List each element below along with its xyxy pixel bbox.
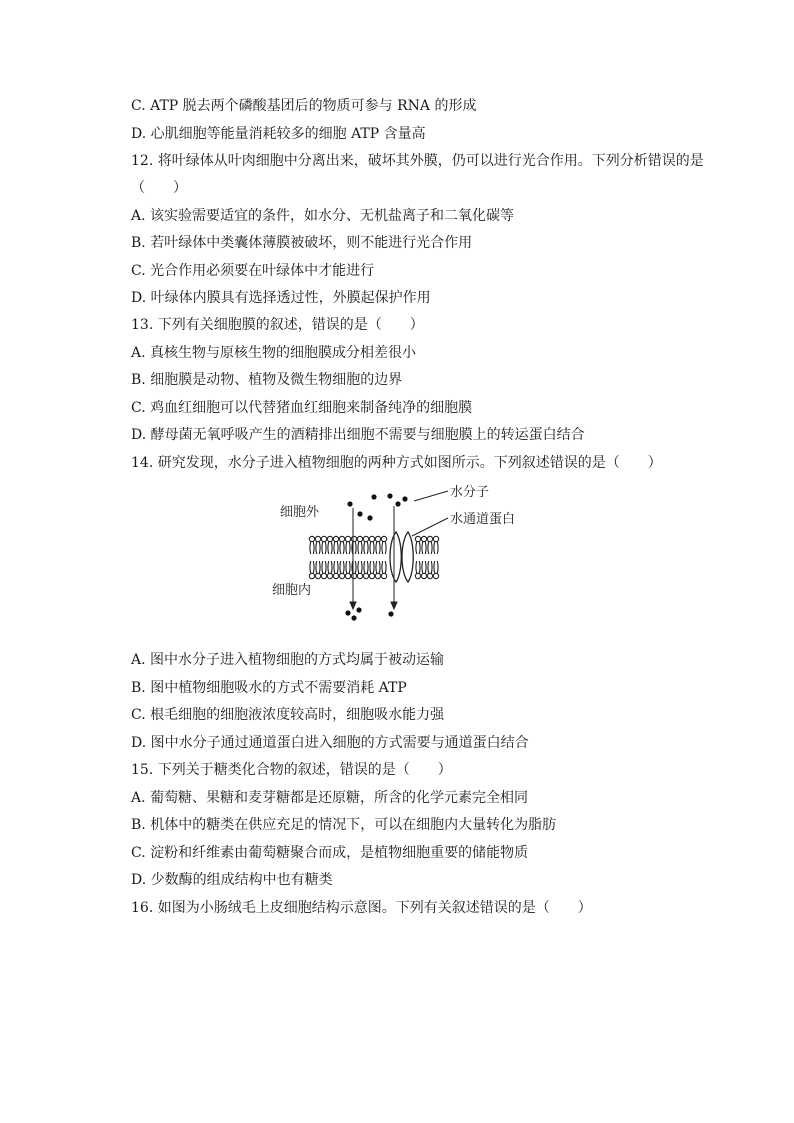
phospholipid-tail [431,561,432,573]
water-transport-diagram [262,482,552,628]
option-13c: C. 鸡血红细胞可以代替猪血红细胞来制备纯净的细胞膜 [131,400,473,416]
phospholipid-head [427,573,432,578]
phospholipid-head [333,536,338,541]
phospholipid-tail [328,542,329,554]
phospholipid-head [363,536,368,541]
phospholipid-tail [355,542,356,554]
phospholipid-head [315,536,320,541]
option-14d: D. 图中水分子通过通道蛋白进入细胞的方式需要与通道蛋白结合 [131,735,529,751]
phospholipid-tail [310,561,311,573]
phospholipid-head [345,536,350,541]
phospholipid-tail [422,542,423,554]
phospholipid-head [421,536,426,541]
phospholipid-tail [346,542,347,554]
phospholipid-head [333,573,338,578]
phospholipid-head [381,536,386,541]
phospholipid-tail [370,561,371,573]
water-channel-protein [390,532,413,582]
phospholipid-tail [437,561,438,573]
phospholipid-tail [319,561,320,573]
phospholipid-tail [379,542,380,554]
phospholipid-tail [334,561,335,573]
question-12: 12. 将叶绿体从叶肉细胞中分离出来，破坏其外膜，仍可以进行光合作用。下列分析错误的是 [131,153,704,169]
phospholipid-tail [313,561,314,573]
inside-cell-label: 细胞内 [272,583,312,598]
phospholipid-tail [361,542,362,554]
phospholipid-head [369,536,374,541]
phospholipid-tail [419,542,420,554]
phospholipid-tail [346,561,347,573]
phospholipid-tail [361,561,362,573]
phospholipid-head [315,573,320,578]
phospholipid-tail [313,542,314,554]
phospholipid-head [321,573,326,578]
phospholipid-tail [325,542,326,554]
phospholipid-tail [331,542,332,554]
phospholipid-head [351,536,356,541]
water-molecules-outside [347,493,407,520]
phospholipid-tail [373,561,374,573]
phospholipid-tail [416,561,417,573]
option-13a: A. 真核生物与原核生物的细胞膜成分相差很小 [131,345,417,361]
phospholipid-head [375,536,380,541]
water-molecule-label: 水分子 [450,485,490,500]
phospholipid-tail [340,561,341,573]
phospholipid-tail [370,542,371,554]
phospholipid-tail [343,561,344,573]
phospholipid-tail [337,542,338,554]
phospholipid-tail [385,561,386,573]
option-11d: D. 心肌细胞等能量消耗较多的细胞 ATP 含量高 [131,126,426,142]
phospholipid-tail [322,561,323,573]
phospholipid-tail [316,561,317,573]
phospholipid-tail [425,542,426,554]
phospholipid-tail [379,561,380,573]
phospholipid-tail [349,561,350,573]
phospholipid-head [415,573,420,578]
phospholipid-tail [310,542,311,554]
phospholipid-tail [319,542,320,554]
phospholipid-tail [376,561,377,573]
phospholipid-tail [334,542,335,554]
phospholipid-tail [355,561,356,573]
phospholipid-tail [367,542,368,554]
phospholipid-tail [322,542,323,554]
phospholipid-head [357,573,362,578]
option-14b: B. 图中植物细胞吸水的方式不需要消耗 ATP [131,680,407,696]
phospholipid-tail [337,561,338,573]
phospholipid-head [327,573,332,578]
option-12a: A. 该实验需要适宜的条件，如水分、无机盐离子和二氧化碳等 [131,208,515,224]
phospholipid-tail [416,542,417,554]
phospholipid-head [363,573,368,578]
phospholipid-head [415,536,420,541]
channel-label-leader [412,518,448,536]
question-12-bracket: （ ） [131,180,187,196]
phospholipid-tail [434,542,435,554]
membrane-bilayer [309,536,438,578]
phospholipid-tail [325,561,326,573]
phospholipid-head [351,573,356,578]
phospholipid-tail [425,561,426,573]
phospholipid-tail [316,542,317,554]
phospholipid-head [321,536,326,541]
phospholipid-tail [382,561,383,573]
phospholipid-head [433,573,438,578]
phospholipid-head [309,536,314,541]
phospholipid-head [433,536,438,541]
option-12d: D. 叶绿体内膜具有选择透过性，外膜起保护作用 [131,290,431,306]
phospholipid-tail [434,561,435,573]
phospholipid-head [345,573,350,578]
phospholipid-tail [382,542,383,554]
phospholipid-head [309,573,314,578]
outside-cell-label: 细胞外 [280,505,320,520]
phospholipid-tail [431,542,432,554]
option-12b: B. 若叶绿体中类囊体薄膜被破坏，则不能进行光合作用 [131,235,473,251]
phospholipid-head [357,536,362,541]
option-15c: C. 淀粉和纤维素由葡萄糖聚合而成，是植物细胞重要的储能物质 [131,845,529,861]
phospholipid-head [339,536,344,541]
phospholipid-tail [340,542,341,554]
option-15d: D. 少数酶的组成结构中也有糖类 [131,872,333,888]
option-14a: A. 图中水分子进入植物细胞的方式均属于被动运输 [131,652,445,668]
phospholipid-tail [349,542,350,554]
phospholipid-tail [437,542,438,554]
phospholipid-head [339,573,344,578]
question-16: 16. 如图为小肠绒毛上皮细胞结构示意图。下列有关叙述错误的是（ ） [131,900,592,916]
option-15b: B. 机体中的糖类在供应充足的情况下，可以在细胞内大量转化为脂肪 [131,817,557,833]
phospholipid-tail [419,561,420,573]
option-13b: B. 细胞膜是动物、植物及微生物细胞的边界 [131,372,403,388]
phospholipid-tail [343,542,344,554]
phospholipid-tail [428,542,429,554]
option-15a: A. 葡萄糖、果糖和麦芽糖都是还原糖，所含的化学元素完全相同 [131,790,529,806]
phospholipid-tail [364,561,365,573]
phospholipid-head [421,573,426,578]
phospholipid-head [369,573,374,578]
phospholipid-tail [364,542,365,554]
phospholipid-head [381,573,386,578]
option-14c: C. 根毛细胞的细胞液浓度较高时，细胞吸水能力强 [131,707,445,723]
question-14: 14. 研究发现，水分子进入植物细胞的两种方式如图所示。下列叙述错误的是（ ） [131,455,662,471]
phospholipid-tail [373,542,374,554]
option-13d: D. 酵母菌无氧呼吸产生的酒精排出细胞不需要与细胞膜上的转运蛋白结合 [131,427,585,443]
diffusion-arrow [350,508,356,609]
phospholipid-tail [422,561,423,573]
phospholipid-tail [428,561,429,573]
phospholipid-tail [358,561,359,573]
channel-protein-label: 水通道蛋白 [450,512,516,527]
phospholipid-tail [328,561,329,573]
phospholipid-head [327,536,332,541]
question-15: 15. 下列关于糖类化合物的叙述，错误的是（ ） [131,762,452,778]
phospholipid-tail [367,561,368,573]
phospholipid-tail [376,542,377,554]
question-13: 13. 下列有关细胞膜的叙述，错误的是（ ） [131,317,424,333]
phospholipid-head [375,573,380,578]
phospholipid-tail [358,542,359,554]
phospholipid-tail [385,542,386,554]
phospholipid-head [427,536,432,541]
water-label-leader [414,491,448,501]
phospholipid-tail [331,561,332,573]
option-11c: C. ATP 脱去两个磷酸基团后的物质可参与 RNA 的形成 [131,98,477,114]
option-12c: C. 光合作用必须要在叶绿体中才能进行 [131,263,375,279]
